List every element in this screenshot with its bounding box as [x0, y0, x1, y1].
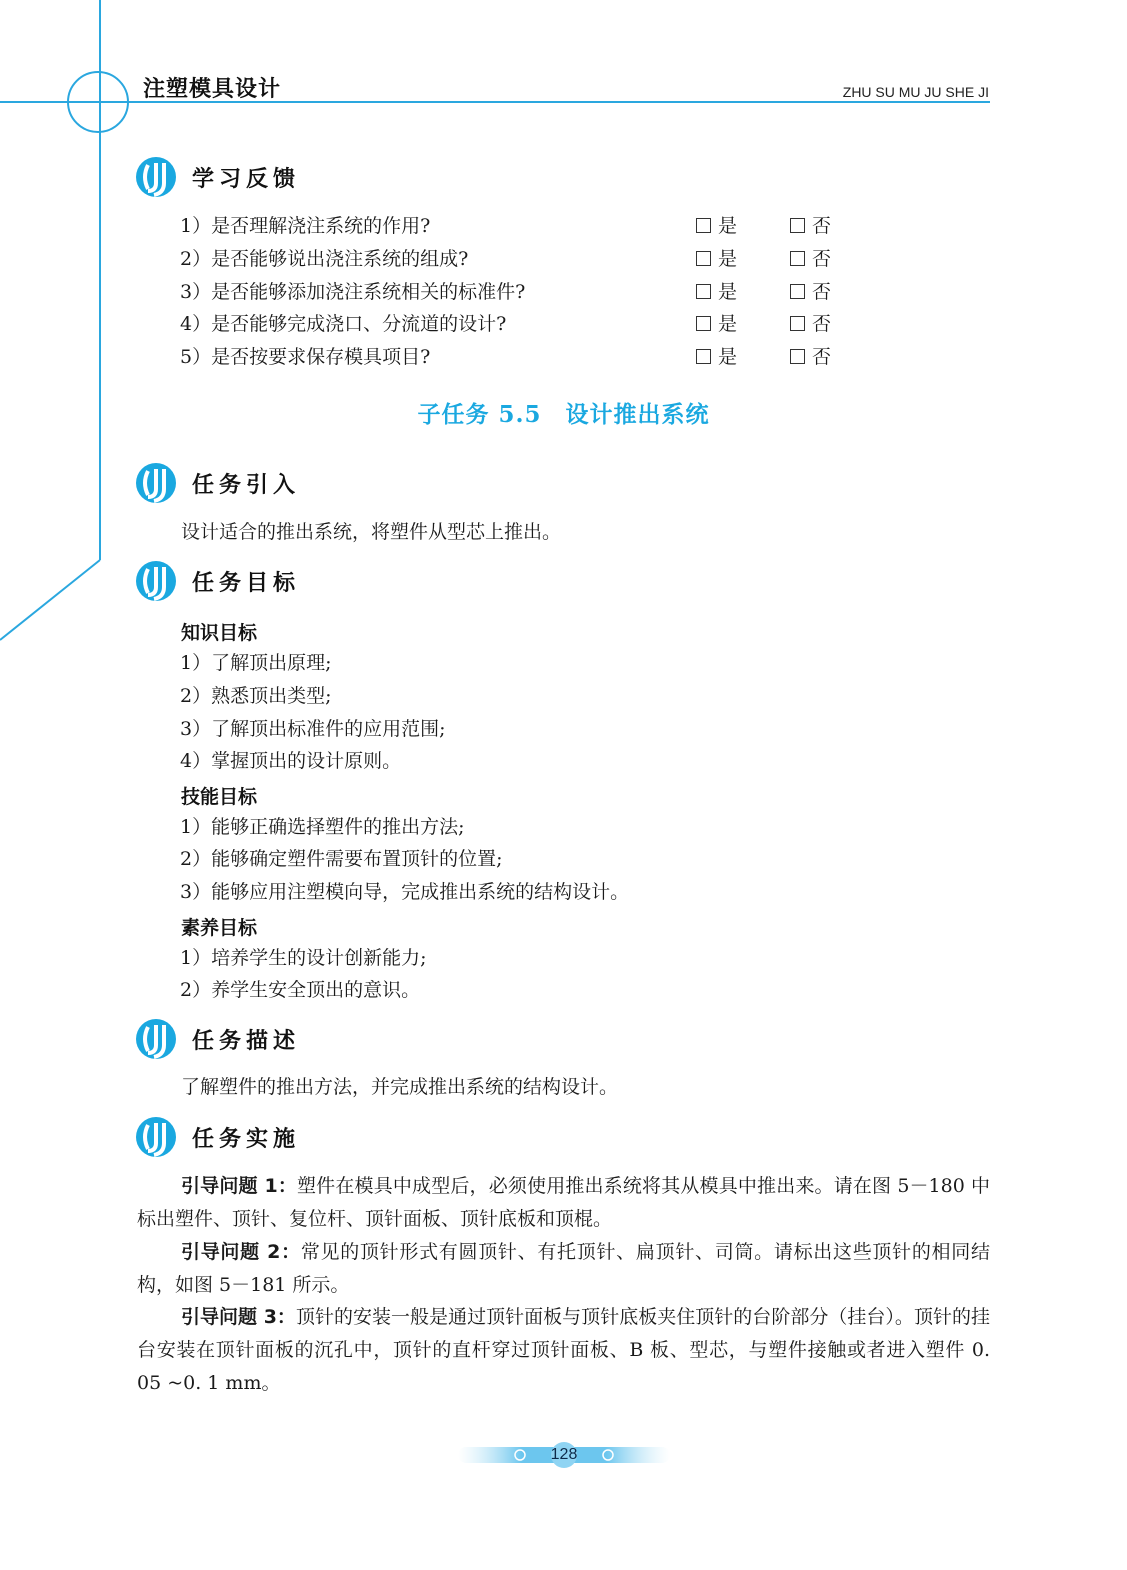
- section-logo-icon: [134, 461, 178, 505]
- knowledge-goals-title: 知识目标: [181, 622, 258, 644]
- feedback-item: [180, 344, 880, 370]
- feedback-question: 3）是否能够添加浇注系统相关的标准件?: [180, 281, 526, 303]
- header-title: 注塑模具设计: [143, 77, 282, 102]
- section-description: [134, 1017, 300, 1061]
- guide-question-label: 引导问题 2：: [181, 1241, 301, 1263]
- goal-item: 2）养学生安全顶出的意识。: [180, 979, 421, 1001]
- checkbox-icon[interactable]: [696, 218, 711, 233]
- no-option[interactable]: 否: [790, 344, 831, 370]
- no-option[interactable]: 否: [790, 279, 831, 305]
- goal-item: 3）能够应用注塑模向导，完成推出系统的结构设计。: [180, 881, 630, 903]
- checkbox-icon[interactable]: [790, 251, 805, 266]
- section-title: 任务描述: [192, 1028, 301, 1054]
- goal-item: 4）掌握顶出的设计原则。: [180, 750, 402, 772]
- checkbox-icon[interactable]: [790, 218, 805, 233]
- guide-question-label: 引导问题 3：: [181, 1306, 296, 1328]
- feedback-item: [180, 246, 880, 272]
- guide-question-text: 塑件在模具中成型后，必须使用推出系统将其从模具中推出来。请在图 5－180 中标出塑件、顶针、复位杆、顶针面板、顶针底板和顶棍。: [137, 1175, 990, 1230]
- page-number: 128: [550, 1446, 578, 1463]
- no-option[interactable]: 否: [790, 213, 831, 239]
- quality-goals-title: 素养目标: [181, 917, 258, 939]
- feedback-question: 1）是否理解浇注系统的作用?: [180, 215, 431, 237]
- no-option[interactable]: 否: [790, 246, 831, 272]
- header-pinyin: ZHU SU MU JU SHE JI: [842, 84, 989, 100]
- checkbox-icon[interactable]: [790, 316, 805, 331]
- guide-question-label: 引导问题 1：: [181, 1175, 298, 1197]
- section-logo-icon: [134, 1017, 178, 1061]
- checkbox-icon[interactable]: [790, 349, 805, 364]
- subtask-title: 子任务 5.5 设计推出系统: [417, 401, 710, 428]
- feedback-question: 5）是否按要求保存模具项目?: [180, 346, 431, 368]
- yes-option[interactable]: 是: [696, 344, 737, 370]
- section-title: 任务目标: [192, 570, 301, 596]
- skill-goals-title: 技能目标: [181, 786, 258, 808]
- goal-item: 2）熟悉顶出类型;: [180, 685, 332, 707]
- checkbox-icon[interactable]: [696, 251, 711, 266]
- goal-item: 1）能够正确选择塑件的推出方法;: [180, 816, 465, 838]
- section-logo-icon: [134, 155, 178, 199]
- goal-item: 2）能够确定塑件需要布置顶针的位置;: [180, 848, 503, 870]
- feedback-question: 4）是否能够完成浇口、分流道的设计?: [180, 313, 507, 335]
- yes-option[interactable]: 是: [696, 279, 737, 305]
- guide-question-paragraph: [137, 1236, 990, 1302]
- no-option[interactable]: 否: [790, 311, 831, 337]
- yes-option[interactable]: 是: [696, 213, 737, 239]
- guide-question-text: 常见的顶针形式有圆顶针、有托顶针、扁顶针、司筒。请标出这些顶针的相同结构，如图 5－181 所示。: [137, 1241, 990, 1296]
- guide-question-text: 顶针的安装一般是通过顶针面板与顶针底板夹住顶针的台阶部分（挂台）。顶针的挂台安装在顶针面板的沉孔中，顶针的直杆穿过顶针面板、B 板、型芯，与塑件接触或者进入塑件 0. 05 ~0. 1 mm。: [137, 1306, 990, 1394]
- section-feedback: [134, 155, 300, 199]
- section-intro: [134, 461, 300, 505]
- checkbox-icon[interactable]: [696, 284, 711, 299]
- page-number-badge: [458, 1442, 670, 1468]
- section-implementation: [134, 1115, 300, 1159]
- section-goals: [134, 559, 300, 603]
- checkbox-icon[interactable]: [696, 349, 711, 364]
- section-logo-icon: [134, 559, 178, 603]
- section-title: 任务实施: [192, 1126, 301, 1152]
- section-logo-icon: [134, 1115, 178, 1159]
- feedback-item: [180, 279, 880, 305]
- goal-item: 3）了解顶出标准件的应用范围;: [180, 718, 446, 740]
- yes-option[interactable]: 是: [696, 246, 737, 272]
- guide-question-paragraph: [137, 1301, 990, 1400]
- guide-question-paragraph: [137, 1170, 990, 1236]
- section-title: 学习反馈: [192, 166, 301, 192]
- feedback-item: [180, 213, 880, 239]
- checkbox-icon[interactable]: [696, 316, 711, 331]
- intro-text: 设计适合的推出系统，将塑件从型芯上推出。: [181, 521, 562, 543]
- yes-option[interactable]: 是: [696, 311, 737, 337]
- checkbox-icon[interactable]: [790, 284, 805, 299]
- description-text: 了解塑件的推出方法，并完成推出系统的结构设计。: [181, 1076, 619, 1098]
- feedback-item: [180, 311, 880, 337]
- feedback-question: 2）是否能够说出浇注系统的组成?: [180, 248, 469, 270]
- goal-item: 1）培养学生的设计创新能力;: [180, 947, 427, 969]
- goal-item: 1）了解顶出原理;: [180, 652, 332, 674]
- section-title: 任务引入: [192, 472, 301, 498]
